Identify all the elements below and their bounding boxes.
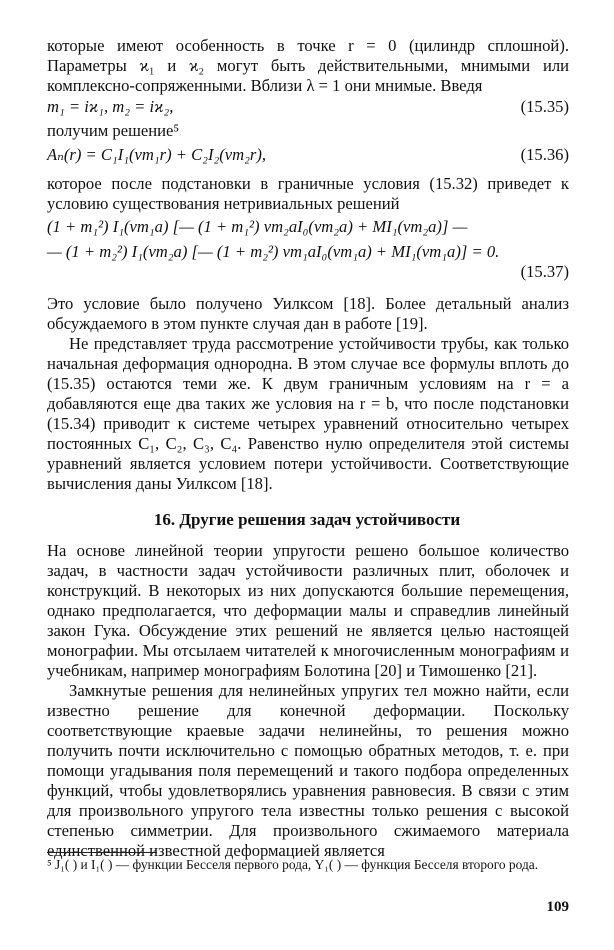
paragraph-wilks: Это условие было получено Уилксом [18]. Более детальный анализ обсуждаемого в этом пункте случая дан в работе [19]. — [47, 294, 569, 333]
equation-expression: Aₙ(r) = C₁I₁(νm₁r) + C₂I₂(νm₂r), — [47, 145, 267, 164]
section-heading: 16. Другие решения задач устойчивости — [153, 510, 461, 529]
text-block-top — [47, 36, 569, 494]
paragraph-boundary: которое после подстановки в граничные условия (15.32) приведет к условию существования нетривиальных решений — [47, 174, 569, 213]
equation-number-row — [47, 262, 569, 282]
equation-line-2: — (1 + m₂²) I₁(νm₂a) [— (1 + m₂²) νm₁aI₀(νm₁a) + MI₁(νm₁a)] = 0. — [47, 242, 500, 261]
paragraph-linear-theory: На основе линейной теории упругости решено большое количество задач, в частности задач устойчивости различных плит, оболочек и конструкций. В некоторых из них допускаются большие перемещения, однако предполагается, что деформации малы и справедлив линейный закон Гука. Обсуждение этих решений не является целью настоящей монографии. Мы отсылаем читателей к многочисленным монографиям и учебникам, например монографиям Болотина [20] и Тимошенко [21]. — [47, 541, 569, 680]
paragraph-closed-solutions: Замкнутые решения для нелинейных упругих тел можно найти, если известно решение для конечной деформации. Поскольку соответствующие краевые задачи нелинейны, то решения можно получить почти исключительно с помощью обратных методов, т. е. при помощи угадывания поля перемещений и такого подбора определенных функций, чтобы удовлетворялись уравнения равновесия. В связи с этим для произвольного упругого тела известны только решения с высокой степенью симметрии. Для произвольного сжимаемого материала единственной известной деформацией является — [47, 681, 569, 860]
equation-number: (15.36) — [520, 145, 569, 164]
text-block-bottom — [47, 541, 569, 861]
footnote-divider — [47, 852, 157, 853]
equation-15-36 — [47, 145, 569, 165]
equation-number: (15.37) — [520, 262, 569, 281]
footnote: ⁵ J₁( ) и I₁( ) — функции Бесселя первого рода, Y₁( ) — функция Бесселя второго рода. — [47, 857, 539, 872]
paragraph-solution-intro: получим решение⁵ — [47, 121, 180, 140]
equation-expression: m₁ = iϰ₁, m₂ = iϰ₂, — [47, 97, 174, 116]
equation-15-35 — [47, 97, 569, 117]
paragraph-intro: которые имеют особенность в точке r = 0 (цилиндр сплошной). Параметры ϰ₁ и ϰ₂ могут быть действительными, мнимыми или комплексно-сопряженными. Вблизи λ = 1 они мнимые. Введя — [47, 36, 569, 95]
page-number: 109 — [546, 899, 569, 915]
equation-number: (15.35) — [520, 97, 569, 116]
equation-15-37 — [47, 217, 569, 282]
equation-line-1: (1 + m₁²) I₁(νm₁a) [— (1 + m₁²) νm₂aI₀(νm₂a) + MI₁(νm₂a)] — — [47, 217, 468, 236]
paragraph-tube: Не представляет труда рассмотрение устойчивости трубы, как только начальная деформация однородна. В этом случае все формулы вплоть до (15.35) остаются теми же. К двум граничным условиям на r = a добавляются еще два таких же условия на r = b, что после подстановки (15.34) приводит к системе четырех уравнений относительно четырех постоянных C₁, C₂, C₃, C₄. Равенство нулю определителя этой системы уравнений является условием потери устойчивости. Соответствующие вычисления даны Уилксом [18]. — [47, 334, 569, 493]
